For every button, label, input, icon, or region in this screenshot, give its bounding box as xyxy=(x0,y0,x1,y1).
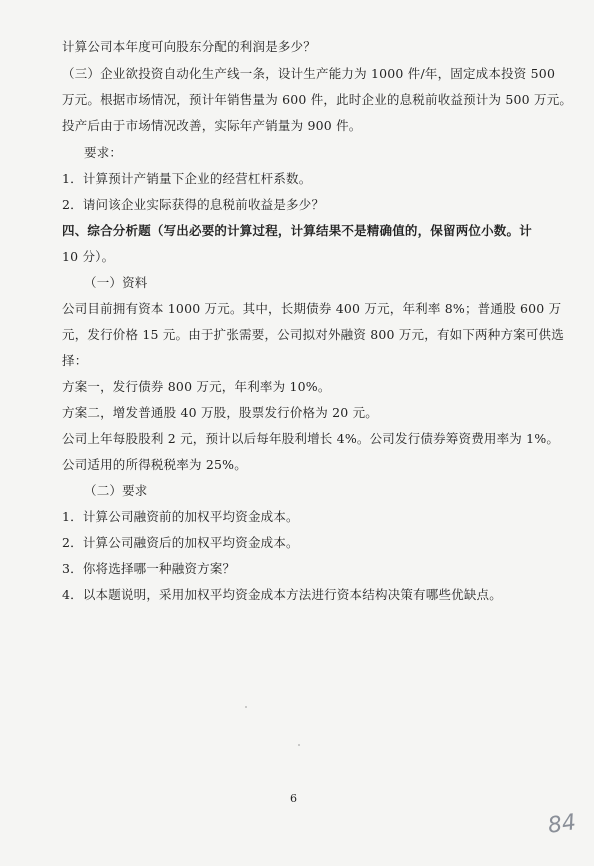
scan-speck xyxy=(298,744,300,746)
text-line: 2．计算公司融资后的加权平均资金成本。 xyxy=(62,535,299,550)
text-line: 1．计算预计产销量下企业的经营杠杆系数。 xyxy=(62,171,312,186)
text-line: 公司上年每股股利 2 元，预计以后每年股利增长 4%。公司发行债券筹资费用率为 1%。 xyxy=(62,431,560,446)
text-line: 方案一，发行债券 800 万元，年利率为 10%。 xyxy=(62,379,331,394)
text-line: 公司适用的所得税税率为 25%。 xyxy=(62,457,247,472)
page-number: 6 xyxy=(290,792,297,805)
text-line: 择： xyxy=(62,353,88,368)
section-heading: 四、综合分析题（写出必要的计算过程，计算结果不是精确值的，保留两位小数。计 xyxy=(62,223,532,238)
text-line: 要求： xyxy=(84,145,123,160)
text-line: 方案二，增发普通股 40 万股，股票发行价格为 20 元。 xyxy=(62,405,379,420)
handwritten-mark: 84 xyxy=(546,810,578,839)
text-line: 2．请问该企业实际获得的息税前收益是多少？ xyxy=(62,197,325,212)
scan-speck xyxy=(245,706,247,708)
text-line: 3．你将选择哪一种融资方案？ xyxy=(62,561,236,576)
text-line: （二）要求 xyxy=(84,483,148,498)
text-line: 计算公司本年度可向股东分配的利润是多少？ xyxy=(62,39,317,54)
text-line: 元，发行价格 15 元。由于扩张需要，公司拟对外融资 800 万元，有如下两种方案可供选 xyxy=(62,327,564,342)
text-line: （三）企业欲投资自动化生产线一条，设计生产能力为 1000 件/年，固定成本投资 500 xyxy=(62,66,556,81)
text-line: 投产后由于市场情况改善，实际年产销量为 900 件。 xyxy=(62,118,362,133)
text-line: 4．以本题说明，采用加权平均资金成本方法进行资本结构决策有哪些优缺点。 xyxy=(62,587,502,602)
text-line: 1．计算公司融资前的加权平均资金成本。 xyxy=(62,509,299,524)
text-line: （一）资料 xyxy=(84,275,148,290)
text-line: 10 分）。 xyxy=(62,249,115,264)
text-line: 公司目前拥有资本 1000 万元。其中，长期债券 400 万元，年利率 8%；普通股 600 万 xyxy=(62,301,562,316)
text-line: 万元。根据市场情况，预计年销售量为 600 件，此时企业的息税前收益预计为 500 万元。 xyxy=(62,92,573,107)
